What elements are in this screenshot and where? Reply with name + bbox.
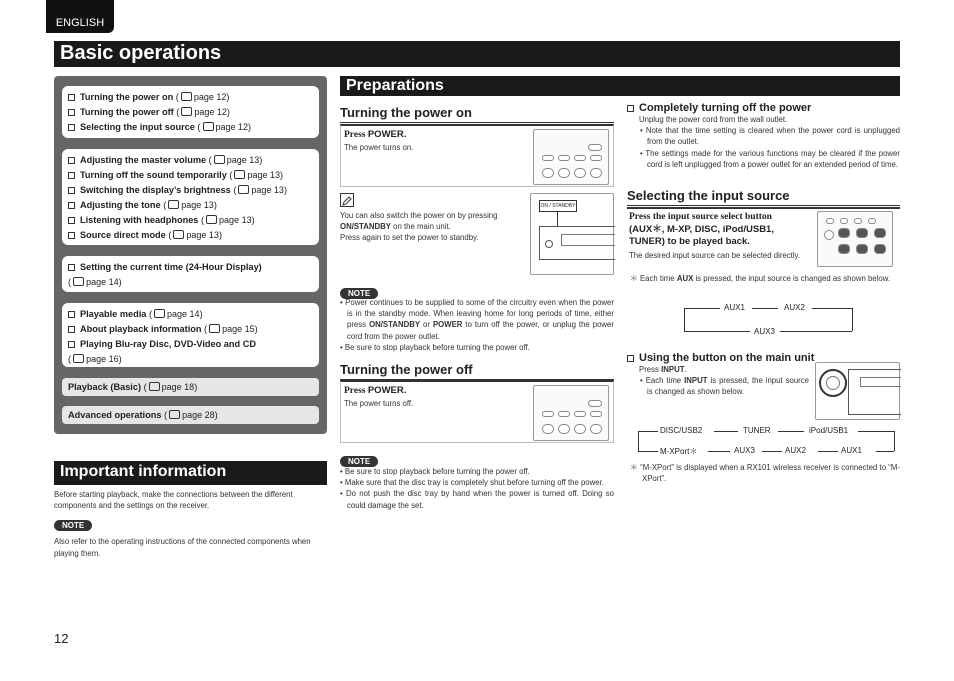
arrow bbox=[818, 451, 838, 452]
knob-center bbox=[826, 376, 840, 390]
page-number: 12 bbox=[54, 631, 69, 646]
remote-input-buttons-image bbox=[817, 211, 893, 267]
page-ref-icon bbox=[168, 200, 179, 209]
power-on-instruction-box bbox=[340, 124, 614, 187]
aux-cycle-diagram bbox=[680, 300, 856, 338]
checkbox-icon bbox=[68, 232, 75, 239]
checkbox-icon bbox=[68, 172, 75, 179]
note-power-off-text: • Be sure to stop playback before turning the power off. • Make sure that the disc tray is completely shut before turning off the power. • Do not push the disc tray by hand when the power is turned off. Doing so could damage the set. bbox=[340, 467, 614, 510]
arrow bbox=[780, 331, 852, 332]
input-knob-image bbox=[815, 362, 900, 420]
subsection-title: Turning the power off bbox=[340, 362, 614, 380]
remote-button bbox=[590, 424, 602, 434]
arrow bbox=[812, 308, 852, 309]
source-label: DISC/USB2 bbox=[660, 426, 703, 435]
result-text: The power turns on. bbox=[344, 143, 414, 152]
input-button-icon bbox=[874, 228, 886, 238]
checkbox-icon bbox=[68, 124, 75, 131]
source-label: AUX2 bbox=[785, 446, 806, 455]
power-off-section bbox=[340, 362, 614, 380]
arrow bbox=[638, 431, 639, 451]
subsection-title: Turning the power on bbox=[340, 105, 614, 123]
checkbox-icon bbox=[68, 157, 75, 164]
arrow bbox=[894, 431, 895, 451]
main-unit-section: Using the button on the main unit Press INPUT. • Each time INPUT is pressed, the input source is changed as shown below. bbox=[627, 352, 817, 398]
input-button-icon bbox=[838, 228, 850, 238]
source-label: iPod/USB1 bbox=[809, 426, 849, 435]
important-section bbox=[54, 461, 327, 559]
source-label: TUNER bbox=[743, 426, 771, 435]
remote-button bbox=[826, 218, 834, 224]
checkbox-icon bbox=[68, 109, 75, 116]
checkbox-icon bbox=[68, 264, 75, 271]
section-title: Important information bbox=[54, 461, 327, 483]
subsection-title: Completely turning off the power bbox=[639, 102, 812, 114]
checkbox-icon bbox=[68, 202, 75, 209]
note-power-on-text: • Power continues to be supplied to some of the circuitry even when the power is in the standby mode. When leaving home for long periods of time, either press ON/STANDBY or POWER to turn off the power, or unplug the power cord from the power outlet. • Be sure to stop playback before turning the power off. bbox=[340, 298, 614, 352]
leader-line bbox=[557, 212, 558, 226]
section-title: Preparations bbox=[340, 76, 900, 96]
toc-item[interactable]: Turning the power on ( page 12) bbox=[68, 90, 313, 105]
pencil-icon bbox=[340, 193, 354, 207]
page-ref-icon bbox=[149, 382, 160, 391]
page-ref-icon bbox=[73, 277, 84, 286]
language-tab: ENGLISH bbox=[46, 0, 114, 33]
aux-label: AUX3 bbox=[754, 327, 775, 336]
power-key: POWER. bbox=[367, 385, 407, 396]
toc-group-2 bbox=[62, 149, 319, 245]
input-source-instruction: Press the input source select button (AUX＊, M-XP, DISC, iPod/USB1, TUNER) to be played back. The desired input source can be selected directly. bbox=[627, 207, 900, 269]
press-word: Press bbox=[344, 386, 366, 396]
power-button-icon bbox=[588, 144, 602, 151]
input-button-icon bbox=[838, 244, 850, 254]
checkbox-icon bbox=[627, 105, 634, 112]
page-title: Basic operations bbox=[54, 41, 900, 65]
remote-button bbox=[854, 218, 862, 224]
remote-button bbox=[574, 155, 586, 161]
page-ref-icon bbox=[203, 122, 214, 131]
page-ref-icon bbox=[169, 410, 180, 419]
remote-button bbox=[542, 411, 554, 417]
toc-item[interactable]: Adjusting the tone ( page 13) bbox=[68, 198, 313, 213]
remote-button bbox=[840, 218, 848, 224]
preparations-header bbox=[340, 76, 900, 96]
on-standby-label: ON / STANDBY bbox=[539, 200, 577, 212]
toc-item[interactable]: About playback information ( page 15) bbox=[68, 322, 313, 337]
page-ref-icon bbox=[234, 170, 245, 179]
page-ref-icon bbox=[214, 155, 225, 164]
arrow bbox=[714, 431, 738, 432]
main-unit-bullet: • Each time INPUT is pressed, the input source is changed as shown below. bbox=[640, 376, 810, 397]
toc-item[interactable]: Playing Blu-ray Disc, DVD-Video and CD ( page 16) bbox=[68, 338, 256, 364]
result-text: The power turns off. bbox=[344, 399, 414, 408]
input-source-section bbox=[627, 188, 900, 206]
arrow bbox=[778, 431, 804, 432]
remote-button bbox=[590, 155, 602, 161]
toc-item[interactable]: Listening with headphones ( page 13) bbox=[68, 213, 313, 228]
unit-front-panel bbox=[848, 369, 901, 415]
arrow bbox=[762, 451, 782, 452]
page-ref-icon bbox=[181, 92, 192, 101]
page-ref-icon bbox=[206, 215, 217, 224]
remote-button bbox=[542, 155, 554, 161]
page-ref-icon bbox=[181, 107, 192, 116]
toc-item[interactable]: Adjusting the master volume ( page 13) bbox=[68, 153, 313, 168]
arrow bbox=[876, 451, 894, 452]
toc-group-3 bbox=[62, 256, 319, 292]
page-ref-icon bbox=[173, 230, 184, 239]
checkbox-icon bbox=[68, 326, 75, 333]
power-button-icon bbox=[588, 400, 602, 407]
toc-group-4 bbox=[62, 303, 319, 367]
source-label: M-XPort＊ bbox=[660, 447, 698, 456]
title-underline bbox=[54, 65, 900, 67]
page-ref-icon bbox=[209, 324, 220, 333]
page-ref-icon bbox=[73, 354, 84, 363]
note-badge: NOTE bbox=[340, 288, 378, 299]
section-underline bbox=[54, 483, 327, 485]
remote-control-image bbox=[533, 385, 609, 441]
checkbox-icon bbox=[68, 94, 75, 101]
mxport-footnote: ＊ “M-XPort” is displayed when a RX101 wireless receiver is connected to “M-XPort”. bbox=[630, 463, 900, 484]
toc-item[interactable]: Source direct mode ( page 13) bbox=[68, 228, 313, 243]
display-window bbox=[860, 377, 901, 387]
checkbox-icon bbox=[68, 217, 75, 224]
toc-item[interactable]: Turning off the sound temporarily ( page 13) bbox=[68, 168, 313, 183]
remote-button bbox=[868, 218, 876, 224]
remote-button bbox=[558, 411, 570, 417]
page-ref-icon bbox=[238, 185, 249, 194]
input-button-icon bbox=[856, 228, 868, 238]
source-label: AUX3 bbox=[734, 446, 755, 455]
important-note-text: Also refer to the operating instructions of the connected components when playing them. bbox=[54, 537, 311, 558]
subsection-title: Using the button on the main unit bbox=[639, 352, 815, 364]
aux-label: AUX2 bbox=[784, 303, 805, 312]
toc-item[interactable]: Setting the current time (24-Hour Display) ( page 14) bbox=[68, 262, 262, 287]
note-badge: NOTE bbox=[54, 520, 92, 531]
complete-off-line: Unplug the power cord from the wall outlet. bbox=[639, 115, 788, 124]
toc-group-1 bbox=[62, 86, 319, 138]
arrow bbox=[708, 451, 730, 452]
standby-button-icon bbox=[545, 240, 553, 248]
remote-button bbox=[558, 168, 570, 178]
checkbox-icon bbox=[627, 355, 634, 362]
arrow bbox=[638, 431, 658, 432]
display-window bbox=[561, 234, 615, 246]
remote-button bbox=[824, 230, 834, 240]
note-badge: NOTE bbox=[340, 456, 378, 467]
arrow bbox=[684, 308, 720, 309]
toc-item[interactable]: Turning the power off ( page 12) bbox=[68, 105, 313, 120]
remote-button bbox=[542, 424, 554, 434]
main-unit-image bbox=[530, 193, 614, 275]
important-text: Before starting playback, make the connections between the different components and the settings on the receiver. bbox=[54, 490, 293, 511]
remote-button bbox=[574, 411, 586, 417]
remote-button bbox=[590, 411, 602, 417]
input-source-desc: The desired input source can be selected directly. bbox=[629, 251, 801, 260]
remote-button bbox=[574, 424, 586, 434]
toc-item[interactable]: Playable media ( page 14) bbox=[68, 307, 313, 322]
power-on-tip: You can also switch the power on by pressing ON/STANDBY on the main unit. Press again to set the power to standby. bbox=[340, 211, 498, 243]
complete-off-bullet: • Note that the time setting is cleared when the power cord is unplugged from the outlet. bbox=[640, 126, 900, 147]
subsection-title: Selecting the input source bbox=[627, 188, 900, 206]
remote-button bbox=[542, 168, 554, 178]
toc-advanced[interactable]: Advanced operations ( page 28) bbox=[62, 406, 319, 424]
complete-off-bullet: • The settings made for the various functions may be cleared if the power cord is left unplugged from a power outlet for an extended period of time. bbox=[640, 148, 900, 169]
page-ref-icon bbox=[154, 309, 165, 318]
toc-playback-basic[interactable]: Playback (Basic) ( page 18) bbox=[62, 378, 319, 396]
remote-button bbox=[558, 424, 570, 434]
toc-item[interactable]: Switching the display’s brightness ( page 13) bbox=[68, 183, 313, 198]
toc-item[interactable]: Selecting the input source ( page 12) bbox=[68, 120, 313, 135]
arrow bbox=[852, 308, 853, 331]
power-off-instruction-box bbox=[340, 380, 614, 443]
source-label: AUX1 bbox=[841, 446, 862, 455]
arrow bbox=[684, 308, 685, 331]
arrow bbox=[752, 308, 778, 309]
complete-off-section bbox=[627, 102, 900, 170]
aux-note: ＊ Each time AUX is pressed, the input source is changed as shown below. bbox=[630, 274, 891, 283]
remote-control-image bbox=[533, 129, 609, 185]
arrow bbox=[858, 431, 894, 432]
input-button-icon bbox=[856, 244, 868, 254]
power-on-section bbox=[340, 105, 614, 123]
remote-button bbox=[558, 155, 570, 161]
checkbox-icon bbox=[68, 311, 75, 318]
input-chain-diagram bbox=[636, 422, 900, 458]
press-word: Press bbox=[344, 130, 366, 140]
power-key: POWER. bbox=[367, 129, 407, 140]
checkbox-icon bbox=[68, 341, 75, 348]
checkbox-icon bbox=[68, 187, 75, 194]
arrow bbox=[684, 331, 750, 332]
input-button-icon bbox=[874, 244, 886, 254]
remote-button bbox=[574, 168, 586, 178]
aux-label: AUX1 bbox=[724, 303, 745, 312]
remote-button bbox=[590, 168, 602, 178]
arrow bbox=[638, 451, 658, 452]
